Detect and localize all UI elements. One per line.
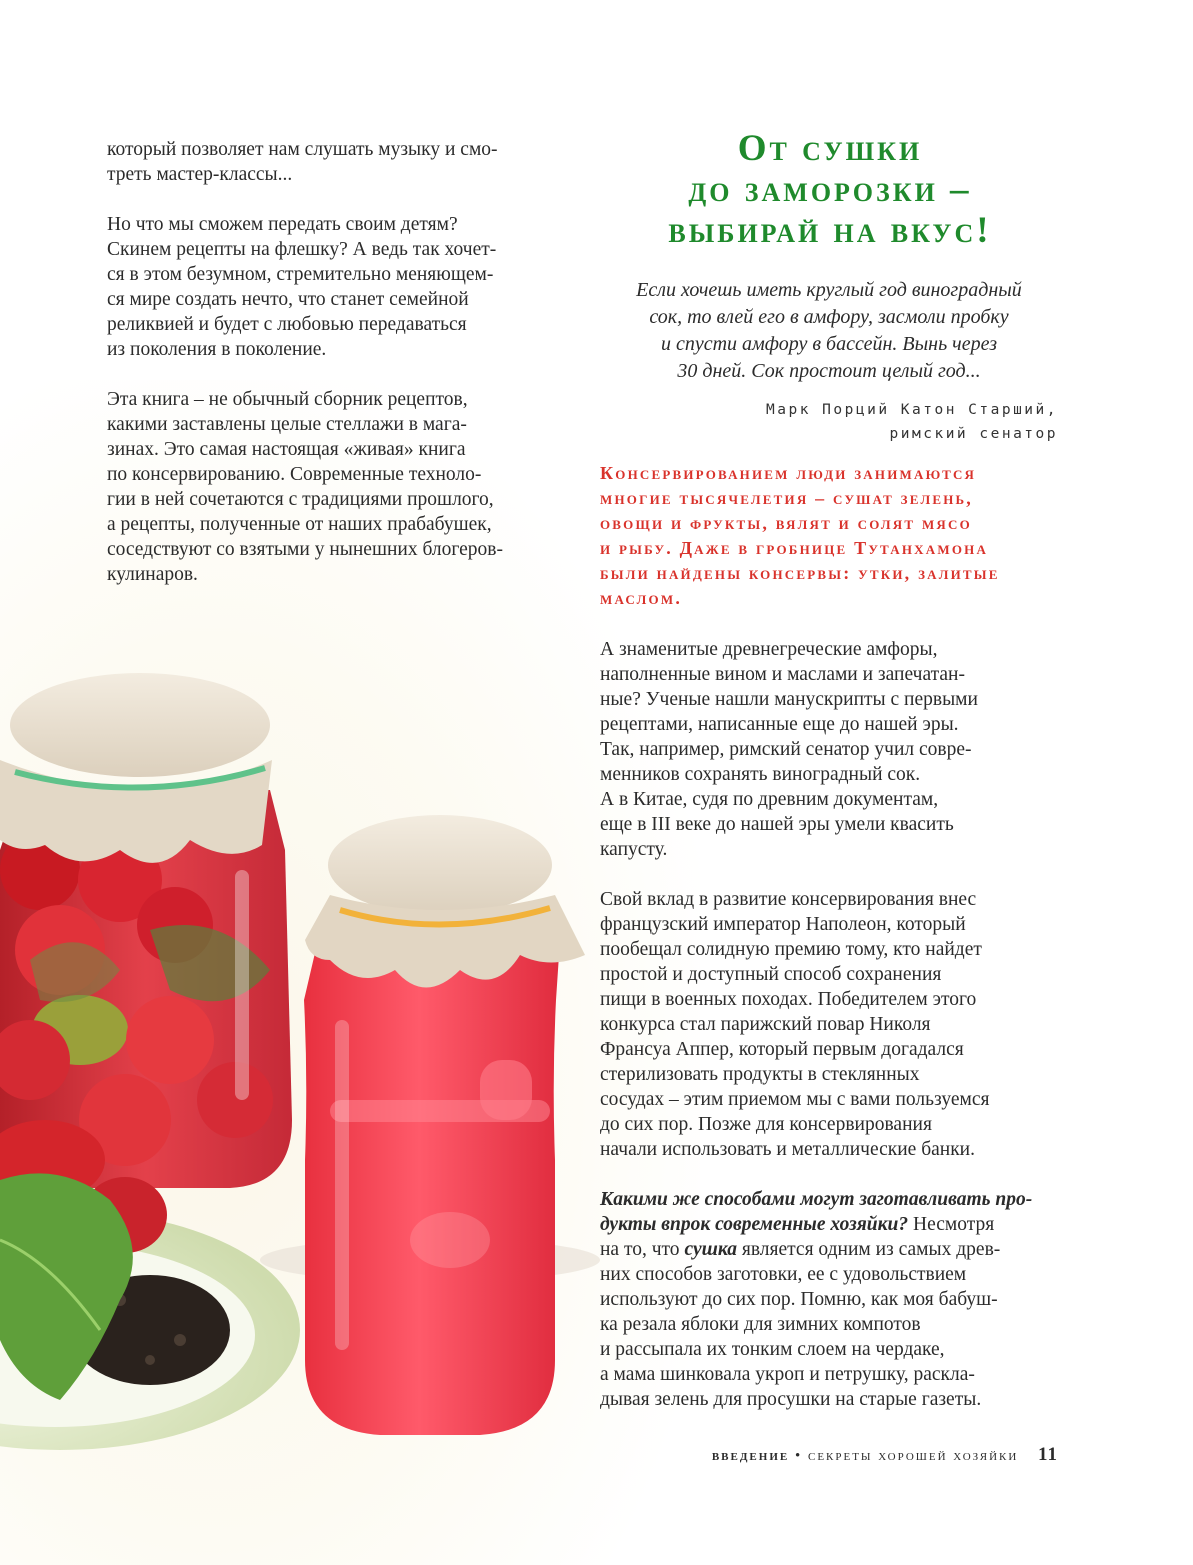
text-line: используют до сих пор. Помню, как моя бабуш- [600,1289,998,1310]
text-line: и спусти амфору в бассейн. Вынь через [660,333,998,355]
section-title [600,128,1060,251]
text-line: еще в III веке до нашей эры умели квасить [600,814,954,835]
text-line: соседствуют со взятыми у нынешних блогеров- [107,539,503,560]
text-line: 30 дней. Сок простоит целый год... [677,360,981,382]
text-line: пищи в военных походах. Победителем этого [600,989,977,1010]
right-paragraph-3 [600,1187,1032,1412]
text-line: начали использовать и металлические банки. [600,1139,975,1160]
text-line: маслом. [600,588,683,608]
text-line: конкурса стал парижский повар Николя [600,1014,931,1035]
text-line: Так, например, римский сенатор учил совре- [600,739,972,760]
text-line: треть мастер-классы... [107,164,293,185]
text-line: и рыбу. Даже в гробнице Тутанхамона [600,538,989,558]
text-line: наполненные вином и маслами и запечатан- [600,664,965,685]
text-line: какими заставлены целые стеллажи в мага- [107,414,467,435]
left-paragraph-3 [107,387,503,587]
text-line [600,1237,1032,1262]
text-line: а рецепты, полученные от наших прабабушек, [107,514,492,535]
text-line: капусту. [600,839,668,860]
text-line: Эта книга – не обычный сборник рецептов, [107,389,468,410]
text-line: Марк Порций Катон Старший, [766,402,1058,418]
text-line: кулинаров. [107,564,198,585]
text-fragment: на то, что [600,1239,685,1260]
text-line: были найдены консервы: утки, залитые [600,563,1000,583]
text-line: ные? Ученые нашли манускрипты с первыми [600,689,978,710]
footer-separator: • [794,1448,803,1464]
text-line: который позволяет нам слушать музыку и смо- [107,139,498,160]
text-line: Если хочешь иметь круглый год виноградный [636,279,1022,301]
text-line: А в Китае, судя по древним документам, [600,789,939,810]
text-line: сок, то влей его в амфору, засмоли пробку [649,306,1009,328]
text-line: многие тысячелетия – сушат зелень, [600,488,974,508]
epigraph-author [766,398,1058,446]
text-line: до сих пор. Позже для консервирования [600,1114,932,1135]
text-line: простой и доступный способ сохранения [600,964,942,985]
text-line: по консервированию. Современные техноло- [107,464,482,485]
footer-chapter: секреты хорошей хозяйки [807,1448,1019,1464]
text-line: ся мире создать нечто, что станет семейной [107,289,469,310]
text-line: менников сохранять виноградный сок. [600,764,921,785]
text-line: Какими же способами могут заготавливать про- [600,1189,1033,1210]
text-line: овощи и фрукты, вялят и солят мясо [600,513,972,533]
text-line: Консервированием люди занимаются [600,463,977,483]
text-line: зинах. Это самая настоящая «живая» книга [107,439,466,460]
page-number: 11 [1038,1444,1058,1465]
pickled-jars-photo [0,640,600,1460]
text-line: французский император Наполеон, который [600,914,966,935]
emphasis-question: дукты впрок современные хозяйки? [600,1214,909,1235]
text-line: ка резала яблоки для зимних компотов [600,1314,921,1335]
text-line: рецептами, написанные еще до нашей эры. [600,714,959,735]
text-line: реликвией и будет с любовью передаваться [107,314,467,335]
footer-section: введение [711,1448,790,1464]
text-line [600,1212,1032,1237]
text-line: дывая зелень для просушки на старые газеты. [600,1389,982,1410]
title-line: От сушки [737,128,923,169]
text-fragment: является одним из самых древ- [737,1239,1001,1260]
text-line: римский сенатор [889,426,1058,442]
left-paragraph-2 [107,212,496,362]
text-line: Но что мы сможем передать своим детям? [107,214,458,235]
right-paragraph-2 [600,887,989,1162]
text-line: Свой вклад в развитие консервирования внес [600,889,977,910]
text-line: пообещал солидную премию тому, кто найдет [600,939,982,960]
text-line: гии в ней сочетаются с традициями прошлого, [107,489,494,510]
epigraph-quote [590,277,1068,385]
text-line: стерилизовать продукты в стеклянных [600,1064,920,1085]
emphasis-word: сушка [684,1239,738,1260]
text-line: сосудах – этим приемом мы с вами пользуемся [600,1089,990,1110]
left-paragraph-1 [107,137,498,187]
text-line: Франсуа Аппер, который первым догадался [600,1039,964,1060]
page-footer [712,1444,1058,1466]
text-line: Скинем рецепты на флешку? А ведь так хочет- [107,239,497,260]
text-line: них способов заготовки, ее с удовольствием [600,1264,967,1285]
lead-paragraph [600,461,1000,611]
text-line: а мама шинковала укроп и петрушку, раскла- [600,1364,975,1385]
text-fragment: Несмотря [908,1214,995,1235]
right-paragraph-1 [600,637,978,862]
text-line: и рассыпала их тонким слоем на чердаке, [600,1339,945,1360]
text-line: А знаменитые древнегреческие амфоры, [600,639,938,660]
text-line: ся в этом безумном, стремительно меняющем- [107,264,494,285]
title-line: до заморозки – [688,169,972,210]
text-line: из поколения в поколение. [107,339,327,360]
title-line: выбирай на вкус! [668,210,992,251]
